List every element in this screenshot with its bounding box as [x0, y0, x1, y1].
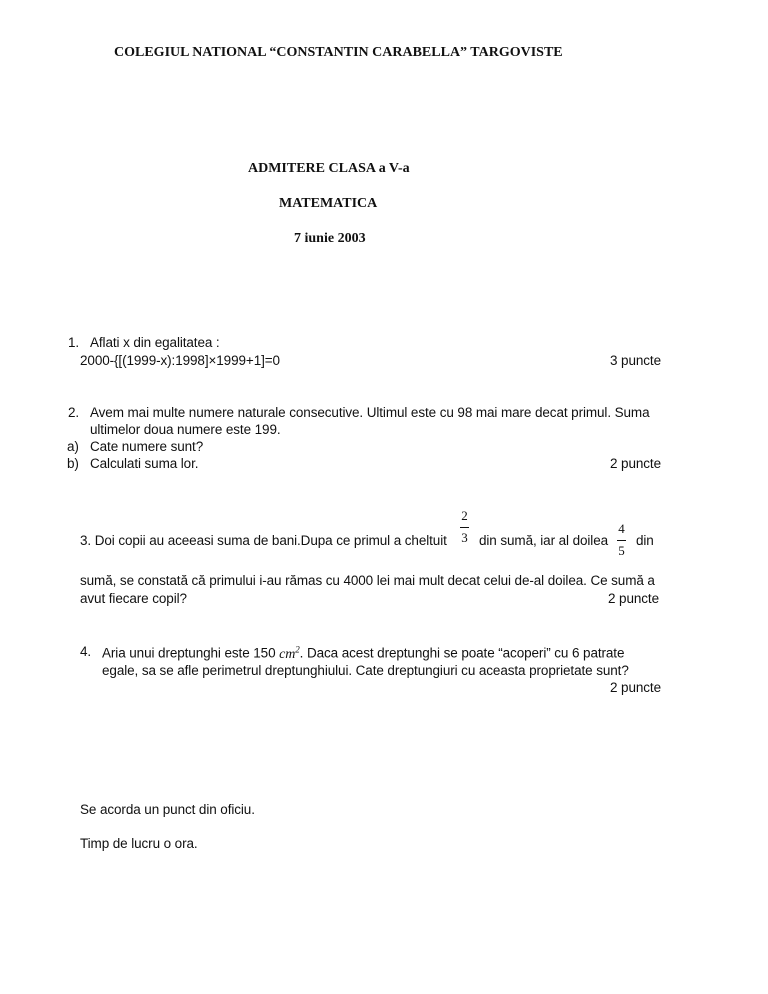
problem-2a-label: a) [67, 439, 79, 454]
problem-4-line1 [102, 644, 624, 663]
problem-4-line1-part1: Aria unui dreptunghi este 150 [102, 645, 276, 661]
fraction-two-thirds [460, 508, 469, 546]
problem-1-points: 3 puncte [610, 353, 661, 368]
problem-1-number: 1. [68, 335, 80, 350]
problem-4-line1-part2: . Daca acest dreptunghi se poate “acoperi” cu 6 patrate [299, 645, 625, 661]
problem-1-equation: 2000-{[(1999-x):1998]×1999+1]=0 [80, 353, 280, 368]
area-unit [279, 644, 300, 662]
time-limit-note: Timp de lucru o ora. [80, 836, 198, 851]
problem-2a-text: Cate numere sunt? [90, 439, 204, 454]
school-name: COLEGIUL NATIONAL “CONSTANTIN CARABELLA” TARGOVISTE [114, 45, 563, 60]
problem-3-line1-part2: din sumă, iar al doilea [479, 533, 609, 548]
subject-title: MATEMATICA [279, 196, 378, 211]
unit-exponent: 2 [295, 644, 300, 654]
exam-date: 7 iunie 2003 [294, 231, 366, 246]
problem-2b-label: b) [67, 456, 79, 471]
bonus-point-note: Se acorda un punct din oficiu. [80, 802, 255, 817]
problem-2-line1: Avem mai multe numere naturale consecutive. Ultimul este cu 98 mai mare decat primul. Suma [90, 405, 650, 420]
problem-4-line2: egale, sa se afle perimetrul dreptunghiului. Cate dreptungiuri cu aceasta proprietate sunt? [102, 663, 629, 678]
problem-3-points: 2 puncte [608, 591, 659, 606]
fraction-denominator: 5 [618, 543, 625, 558]
problem-2-points: 2 puncte [610, 456, 661, 471]
problem-2-number: 2. [68, 405, 80, 420]
problem-2-line2: ultimelor doua numere este 199. [90, 422, 281, 437]
problem-4-points: 2 puncte [610, 680, 661, 695]
fraction-numerator: 2 [461, 508, 468, 523]
problem-3-line1-part3: din [636, 533, 654, 548]
problem-3-line3: avut fiecare copil? [80, 591, 187, 606]
fraction-numerator: 4 [618, 521, 625, 536]
problem-4-number: 4. [80, 644, 92, 659]
problem-3-line1-part1: 3. Doi copii au aceeasi suma de bani.Dupa ce primul a cheltuit [80, 533, 447, 548]
problem-3-line2: sumă, se constată că primului i-au rămas cu 4000 lei mai mult decat celui de-al doilea. Ce sumă a [80, 573, 655, 588]
unit-text: cm [279, 646, 296, 662]
problem-1-text: Aflati x din egalitatea : [90, 335, 220, 350]
problem-2b-text: Calculati suma lor. [90, 456, 199, 471]
fraction-denominator: 3 [461, 530, 468, 545]
exam-title: ADMITERE CLASA a V-a [248, 161, 410, 176]
fraction-four-fifths [617, 521, 626, 559]
